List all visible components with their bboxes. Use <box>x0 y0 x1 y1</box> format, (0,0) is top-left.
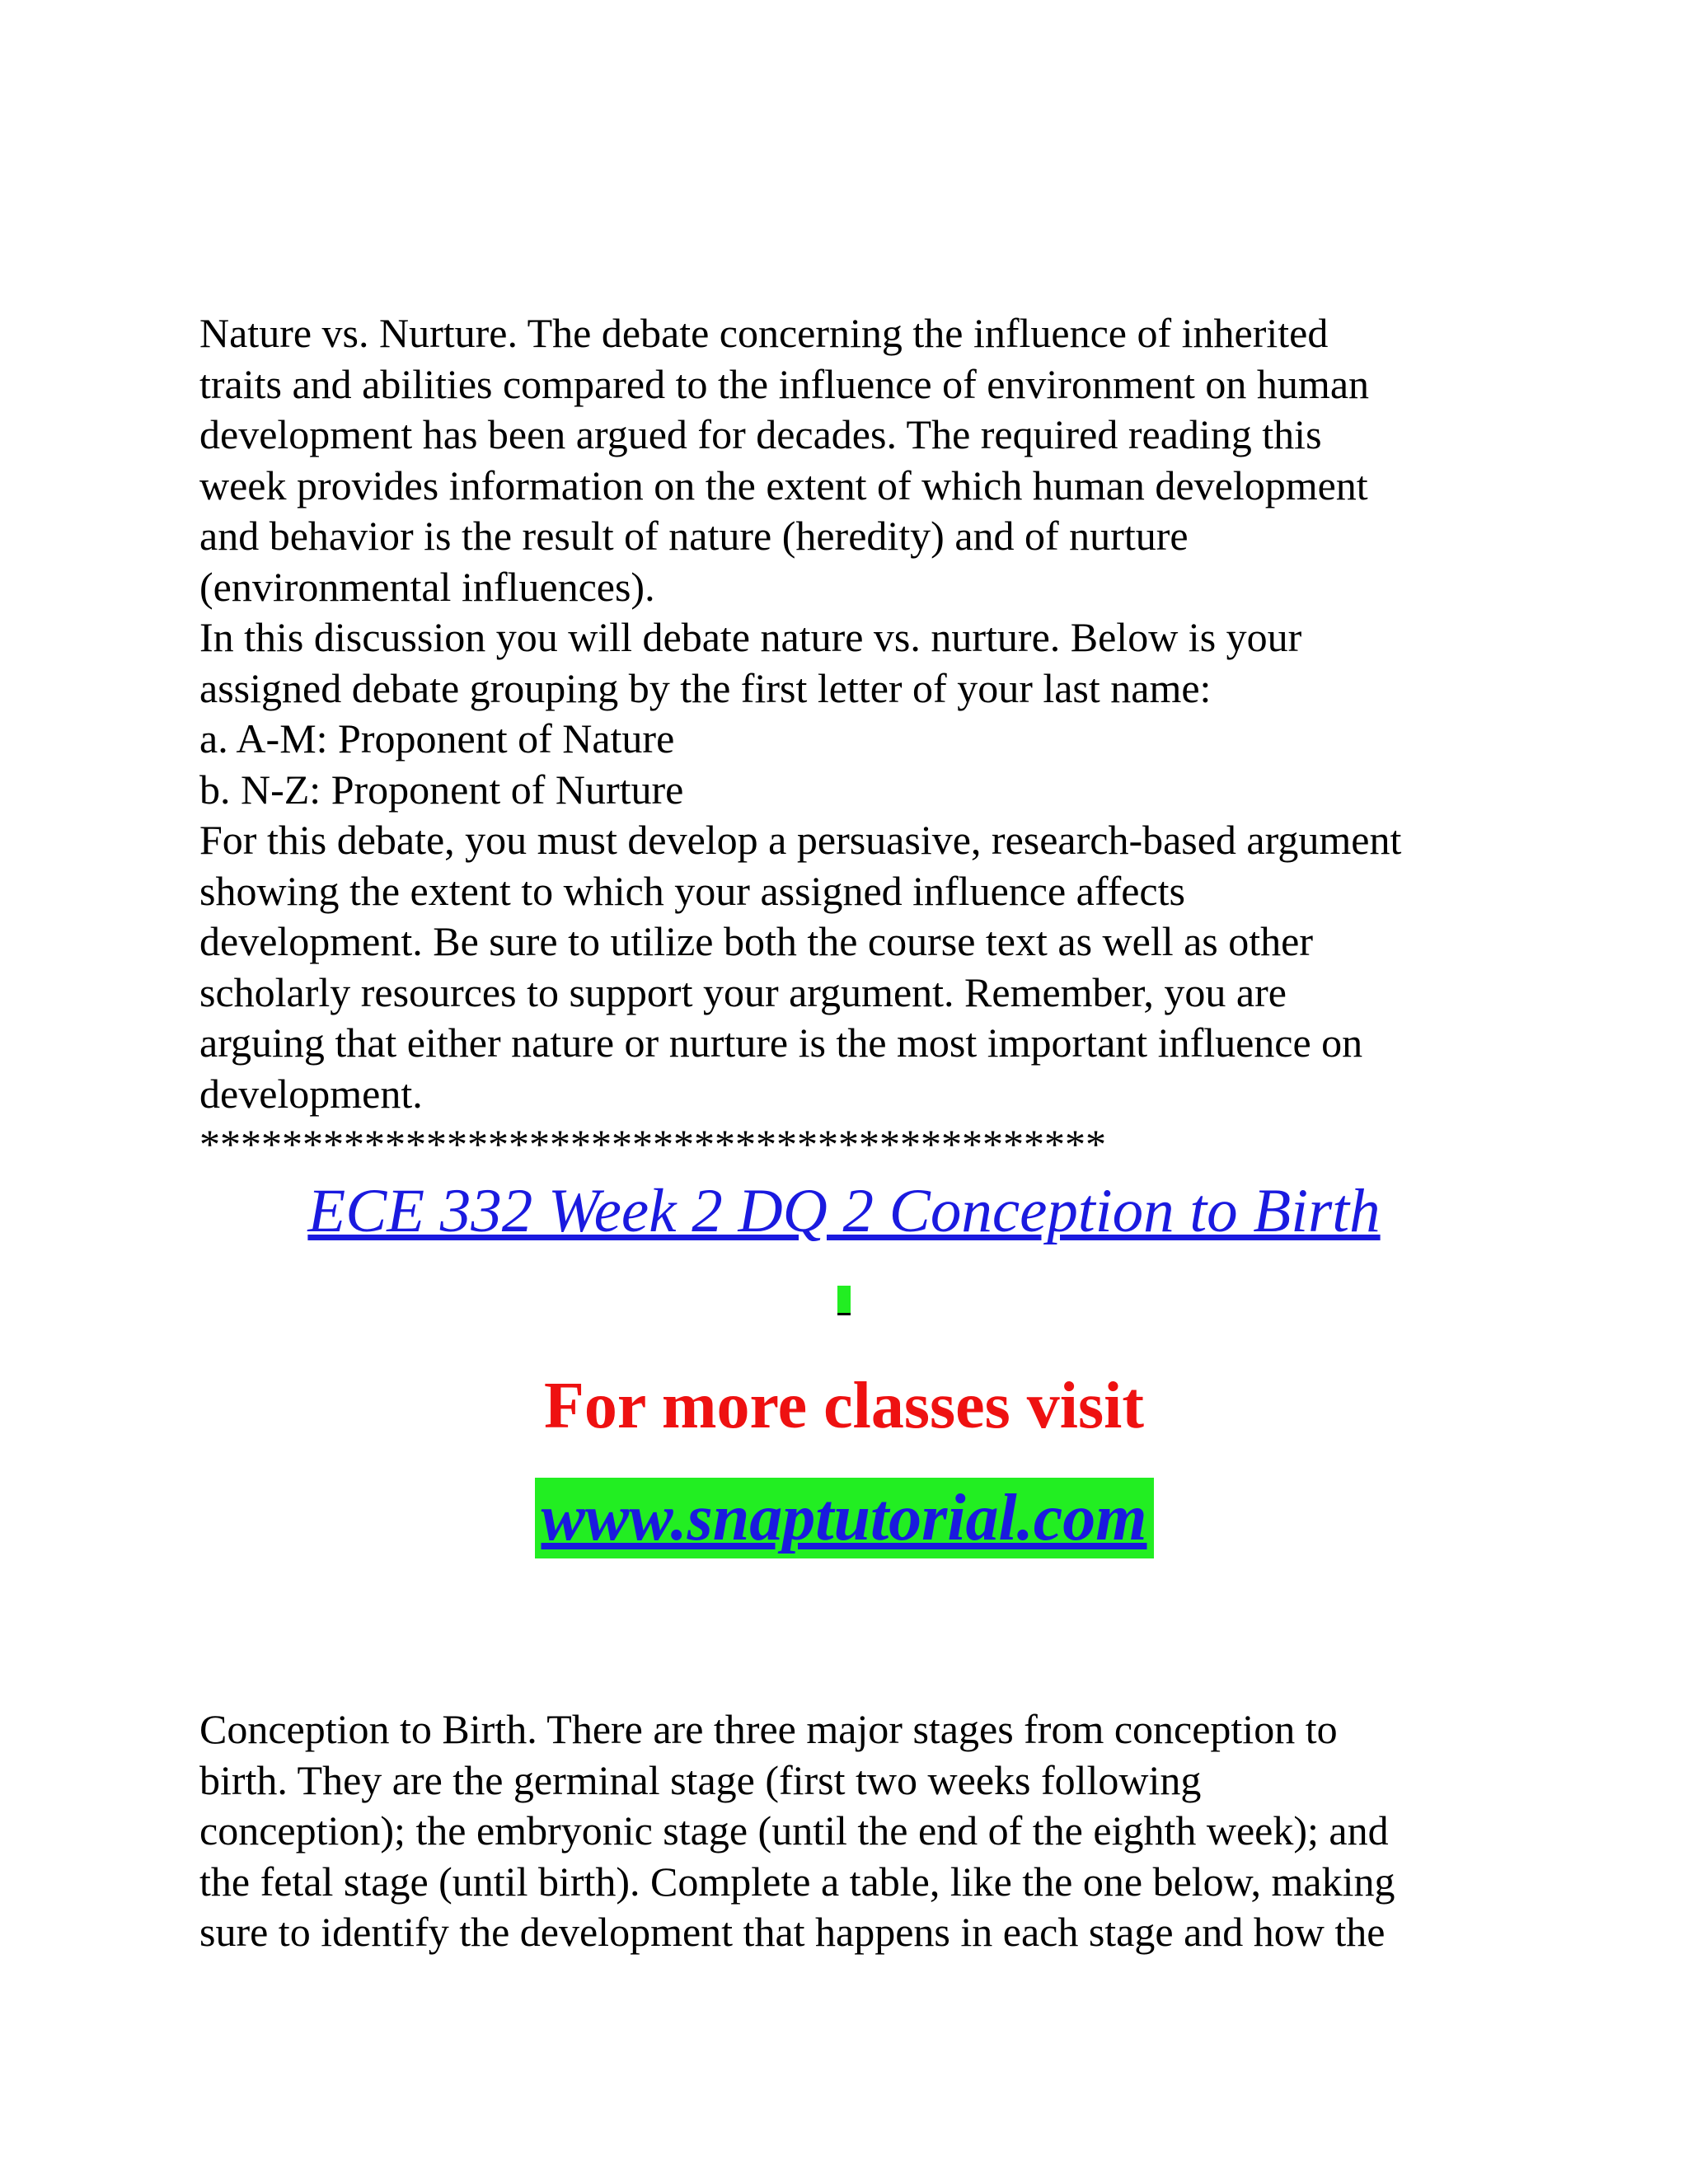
text-line: sure to identify the development that happens in each stage and how the <box>199 1909 1386 1955</box>
text-line: assigned debate grouping by the first letter of your last name: <box>199 664 1212 711</box>
text-line: and behavior is the result of nature (heredity) and of nurture <box>199 513 1189 559</box>
text-line: For this debate, you must develop a persuasive, research-based argument <box>199 817 1402 863</box>
text-line: Conception to Birth. There are three major stages from conception to <box>199 1706 1338 1752</box>
conception-to-birth-text <box>199 1704 1551 1958</box>
course-title-link[interactable]: ECE 332 Week 2 DQ 2 Conception to Birth <box>307 1177 1381 1245</box>
text-line: scholarly resources to support your argument. Remember, you are <box>199 968 1287 1015</box>
course-title-link-container <box>0 1174 1688 1249</box>
text-line: development. <box>199 1070 423 1117</box>
text-line: Nature vs. Nurture. The debate concerning the influence of inherited <box>199 310 1329 356</box>
text-line: showing the extent to which your assigned influence affects <box>199 867 1185 914</box>
snaptutorial-link[interactable]: www.snaptutorial.com <box>535 1478 1154 1558</box>
text-line: traits and abilities compared to the influence of environment on human <box>199 360 1370 407</box>
text-line: conception); the embryonic stage (until the end of the eighth week); and <box>199 1807 1389 1854</box>
more-classes-heading: For more classes visit <box>543 1370 1144 1442</box>
green-marker-icon <box>837 1286 851 1315</box>
text-line: the fetal stage (until birth). Complete a table, like the one below, making <box>199 1858 1395 1905</box>
nature-vs-nurture-text <box>199 308 1551 1170</box>
text-line: (environmental influences). <box>199 563 655 610</box>
text-line: a. A-M: Proponent of Nature <box>199 715 675 762</box>
text-line: b. N-Z: Proponent of Nurture <box>199 766 684 813</box>
text-line: arguing that either nature or nurture is the most important influence on <box>199 1019 1363 1066</box>
text-line: In this discussion you will debate nature vs. nurture. Below is your <box>199 614 1302 660</box>
text-line: birth. They are the germinal stage (first two weeks following <box>199 1756 1202 1803</box>
text-line: week provides information on the extent of which human development <box>199 462 1368 509</box>
highlight-marker <box>0 1286 1688 1319</box>
asterisk-divider: ******************************************** <box>199 1121 1106 1167</box>
text-line: development has been argued for decades. The required reading this <box>199 411 1322 457</box>
site-link-container <box>0 1478 1688 1558</box>
text-line: development. Be sure to utilize both the course text as well as other <box>199 918 1314 964</box>
